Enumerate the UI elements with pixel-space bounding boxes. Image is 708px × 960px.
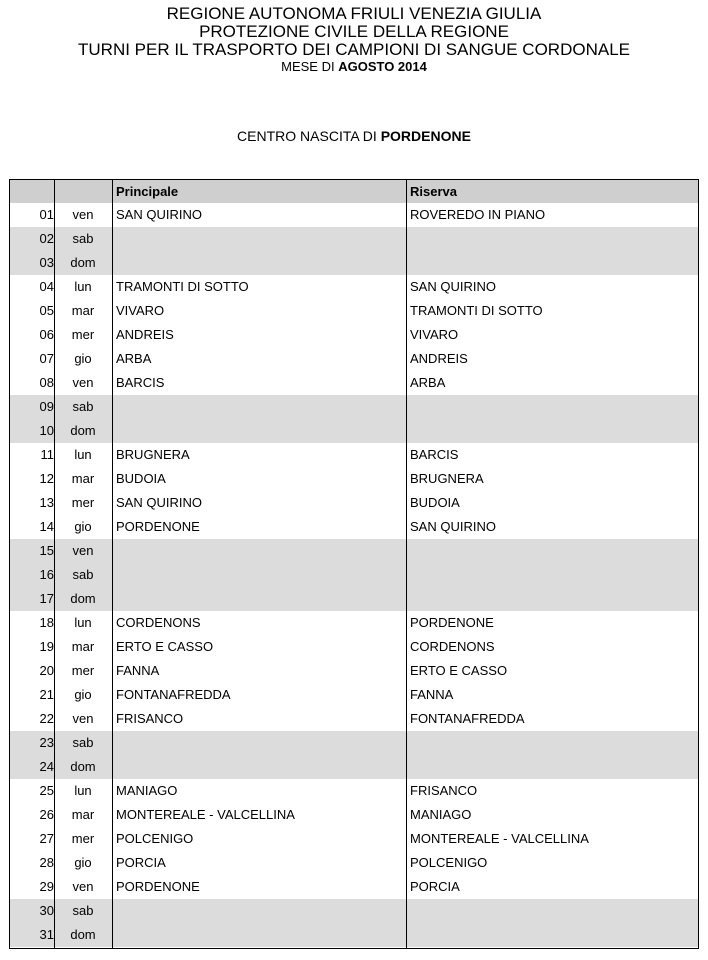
table-row	[10, 323, 698, 347]
weekday: dom	[70, 423, 96, 438]
document-header	[0, 5, 708, 75]
weekday: ven	[72, 207, 94, 222]
day-number: 04	[39, 279, 54, 294]
principale-cell	[116, 563, 406, 587]
principale-cell	[116, 227, 406, 251]
table-row	[10, 707, 698, 731]
table-row	[10, 899, 698, 923]
principale-cell: SAN QUIRINO	[116, 207, 202, 222]
principale-cell	[116, 395, 406, 419]
table-row	[10, 923, 698, 947]
table-row	[10, 851, 698, 875]
day-number: 15	[39, 543, 54, 558]
weekday: dom	[70, 591, 96, 606]
riserva-cell: FONTANAFREDDA	[410, 711, 525, 726]
weekday: dom	[70, 927, 96, 942]
table-row	[10, 755, 698, 779]
principale-cell: ARBA	[116, 351, 152, 366]
principale-cell: CORDENONS	[116, 615, 201, 630]
riserva-cell: ERTO E CASSO	[410, 663, 508, 678]
weekday: mar	[71, 471, 95, 486]
day-number: 07	[39, 351, 54, 366]
riserva-cell: VIVARO	[410, 327, 459, 342]
table-row	[10, 635, 698, 659]
column-divider	[54, 180, 55, 948]
table-header-row	[10, 180, 698, 203]
riserva-cell: PORCIA	[410, 879, 460, 894]
riserva-cell: MANIAGO	[410, 807, 472, 822]
day-number: 13	[39, 495, 54, 510]
header-riserva: Riserva	[410, 184, 457, 199]
principale-cell: VIVARO	[116, 303, 165, 318]
centro-name: PORDENONE	[380, 128, 471, 144]
principale-cell	[116, 755, 406, 779]
day-number: 09	[39, 399, 54, 414]
day-number: 26	[39, 807, 54, 822]
principale-cell	[116, 419, 406, 443]
weekday: ven	[72, 879, 94, 894]
weekday: gio	[74, 519, 92, 534]
day-number: 11	[40, 447, 54, 462]
riserva-cell	[410, 587, 696, 611]
weekday: sab	[72, 735, 94, 750]
day-number: 08	[39, 375, 54, 390]
centro-prefix: CENTRO NASCITA DI	[237, 128, 381, 144]
table-row	[10, 683, 698, 707]
riserva-cell	[410, 755, 696, 779]
day-number: 20	[39, 663, 54, 678]
weekday: mar	[71, 639, 95, 654]
principale-cell: MONTEREALE - VALCELLINA	[116, 807, 295, 822]
table-row	[10, 587, 698, 611]
riserva-cell	[410, 395, 696, 419]
riserva-cell: POLCENIGO	[410, 855, 488, 870]
day-number: 30	[39, 903, 54, 918]
riserva-cell: ARBA	[410, 375, 446, 390]
principale-cell: FONTANAFREDDA	[116, 687, 231, 702]
principale-cell: PORDENONE	[116, 879, 200, 894]
table-row	[10, 779, 698, 803]
riserva-cell	[410, 563, 696, 587]
weekday: mar	[71, 807, 95, 822]
riserva-cell: CORDENONS	[410, 639, 495, 654]
day-number: 21	[39, 687, 54, 702]
table-row	[10, 875, 698, 899]
riserva-cell: TRAMONTI DI SOTTO	[410, 303, 543, 318]
principale-cell	[116, 587, 406, 611]
riserva-cell	[410, 251, 696, 275]
weekday: gio	[74, 687, 92, 702]
day-number: 28	[39, 855, 54, 870]
riserva-cell: SAN QUIRINO	[410, 279, 496, 294]
day-number: 24	[39, 759, 54, 774]
table-row	[10, 395, 698, 419]
weekday: lun	[74, 615, 92, 630]
riserva-cell: BARCIS	[410, 447, 459, 462]
table-row	[10, 563, 698, 587]
day-number: 10	[39, 423, 54, 438]
header-num	[10, 180, 54, 203]
centro-line	[0, 127, 708, 145]
table-row	[10, 491, 698, 515]
riserva-cell: BRUGNERA	[410, 471, 484, 486]
weekday: sab	[72, 399, 94, 414]
weekday: mer	[71, 327, 95, 342]
day-number: 01	[39, 207, 54, 222]
day-number: 29	[39, 879, 54, 894]
schedule-title: TURNI PER IL TRASPORTO DEI CAMPIONI DI SANGUE CORDONALE	[78, 40, 630, 59]
weekday: ven	[72, 375, 94, 390]
principale-cell: ANDREIS	[116, 327, 174, 342]
weekday: gio	[74, 855, 92, 870]
agency-title: PROTEZIONE CIVILE DELLA REGIONE	[199, 22, 509, 41]
day-number: 06	[39, 327, 54, 342]
principale-cell: BUDOIA	[116, 471, 166, 486]
riserva-cell: FANNA	[410, 687, 454, 702]
riserva-cell	[410, 731, 696, 755]
day-number: 02	[39, 231, 54, 246]
month-value: AGOSTO 2014	[338, 59, 427, 74]
riserva-cell: SAN QUIRINO	[410, 519, 496, 534]
table-row	[10, 419, 698, 443]
table-row	[10, 203, 698, 227]
month-line	[0, 59, 708, 75]
riserva-cell: PORDENONE	[410, 615, 494, 630]
principale-cell	[116, 539, 406, 563]
day-number: 03	[39, 255, 54, 270]
riserva-cell: MONTEREALE - VALCELLINA	[410, 831, 589, 846]
principale-cell: FANNA	[116, 663, 160, 678]
day-number: 31	[39, 927, 54, 942]
day-number: 19	[39, 639, 54, 654]
weekday: lun	[74, 447, 92, 462]
day-number: 14	[39, 519, 54, 534]
table-row	[10, 371, 698, 395]
day-number: 18	[39, 615, 54, 630]
column-divider	[406, 180, 407, 948]
riserva-cell	[410, 227, 696, 251]
schedule-table	[9, 179, 699, 949]
weekday: lun	[74, 279, 92, 294]
header-day	[54, 180, 112, 203]
day-number: 23	[39, 735, 54, 750]
table-row	[10, 251, 698, 275]
principale-cell	[116, 251, 406, 275]
weekday: sab	[72, 231, 94, 246]
table-row	[10, 443, 698, 467]
weekday: mar	[71, 303, 95, 318]
principale-cell: ERTO E CASSO	[116, 639, 214, 654]
principale-cell: BRUGNERA	[116, 447, 190, 462]
table-row	[10, 347, 698, 371]
riserva-cell: ANDREIS	[410, 351, 468, 366]
riserva-cell: FRISANCO	[410, 783, 478, 798]
riserva-cell	[410, 419, 696, 443]
day-number: 16	[39, 567, 54, 582]
riserva-cell	[410, 923, 696, 947]
column-divider	[112, 180, 113, 948]
principale-cell: PORCIA	[116, 855, 166, 870]
principale-cell: SAN QUIRINO	[116, 495, 202, 510]
principale-cell: POLCENIGO	[116, 831, 194, 846]
table-row	[10, 803, 698, 827]
riserva-cell: ROVEREDO IN PIANO	[410, 207, 546, 222]
table-row	[10, 515, 698, 539]
table-row	[10, 659, 698, 683]
day-number: 05	[39, 303, 54, 318]
principale-cell: FRISANCO	[116, 711, 184, 726]
weekday: ven	[72, 543, 94, 558]
riserva-cell	[410, 539, 696, 563]
weekday: ven	[72, 711, 94, 726]
table-row	[10, 227, 698, 251]
riserva-cell	[410, 899, 696, 923]
day-number: 22	[39, 711, 54, 726]
table-row	[10, 275, 698, 299]
principale-cell	[116, 731, 406, 755]
principale-cell: PORDENONE	[116, 519, 200, 534]
table-row	[10, 299, 698, 323]
principale-cell: BARCIS	[116, 375, 165, 390]
weekday: lun	[74, 783, 92, 798]
riserva-cell: BUDOIA	[410, 495, 460, 510]
weekday: mer	[71, 495, 95, 510]
month-prefix: MESE DI	[281, 59, 339, 74]
weekday: dom	[70, 759, 96, 774]
table-row	[10, 539, 698, 563]
table-row	[10, 731, 698, 755]
weekday: mer	[71, 831, 95, 846]
weekday: dom	[70, 255, 96, 270]
principale-cell: TRAMONTI DI SOTTO	[116, 279, 249, 294]
weekday: mer	[71, 663, 95, 678]
table-row	[10, 611, 698, 635]
table-row	[10, 827, 698, 851]
weekday: sab	[72, 567, 94, 582]
region-title: REGIONE AUTONOMA FRIULI VENEZIA GIULIA	[166, 4, 542, 23]
header-principale: Principale	[116, 184, 179, 199]
day-number: 27	[39, 831, 54, 846]
weekday: sab	[72, 903, 94, 918]
weekday: gio	[74, 351, 92, 366]
day-number: 17	[39, 591, 54, 606]
principale-cell	[116, 923, 406, 947]
table-row	[10, 467, 698, 491]
principale-cell: MANIAGO	[116, 783, 178, 798]
day-number: 25	[39, 783, 54, 798]
day-number: 12	[39, 471, 54, 486]
principale-cell	[116, 899, 406, 923]
